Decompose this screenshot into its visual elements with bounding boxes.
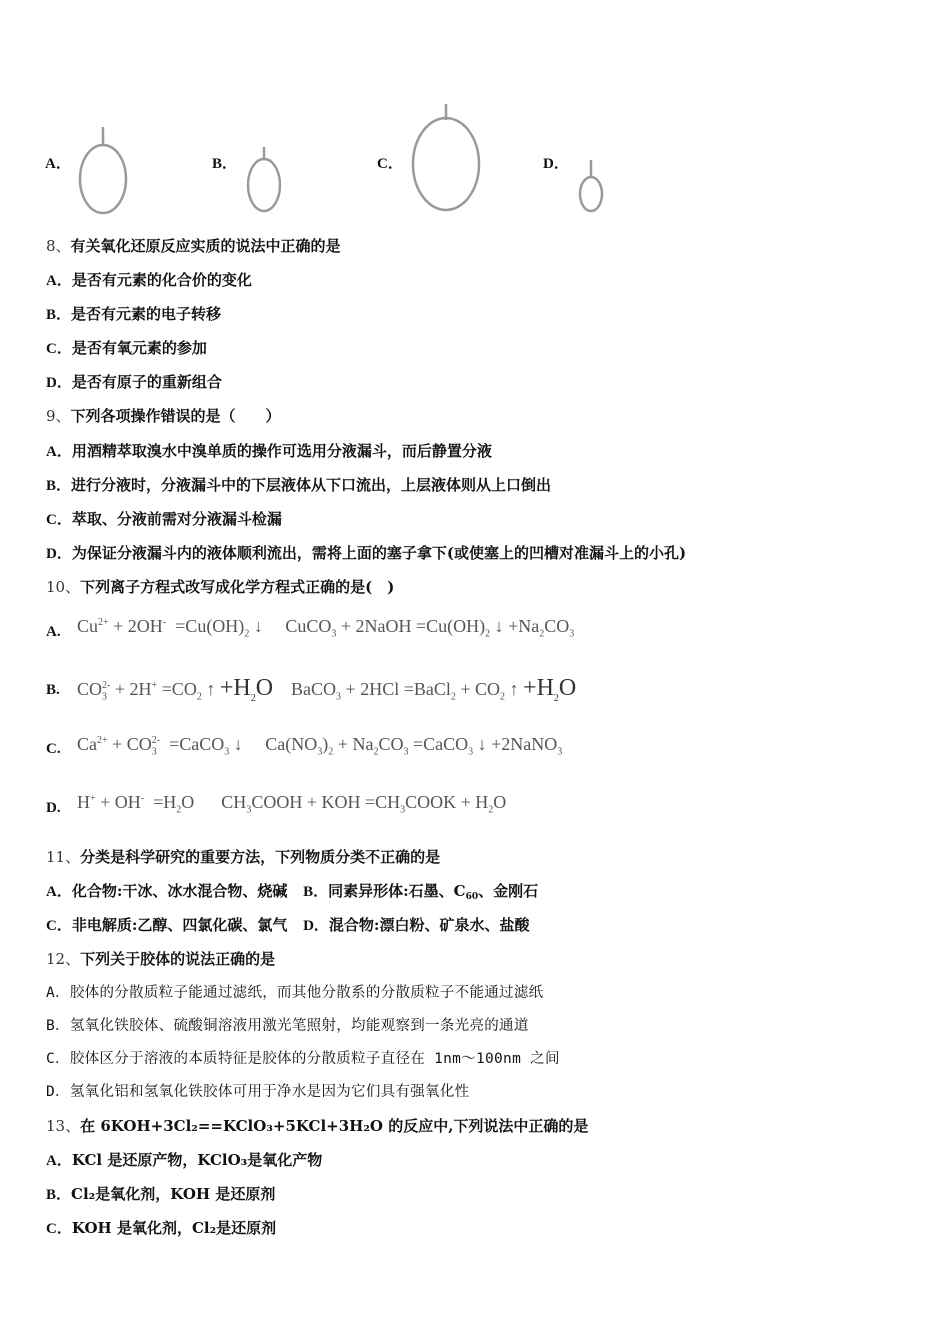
- loop-figure-d-icon: [575, 158, 607, 216]
- q9-option-d: D．为保证分液漏斗内的液体顺利流出，需将上面的塞子拿下(或使塞上的凹槽对准漏斗上的小孔): [46, 544, 687, 562]
- question-12-stem: 12、下列关于胶体的说法正确的是: [46, 950, 276, 968]
- q10-option-c-label: C.: [46, 741, 61, 757]
- question-9-stem: 9、下列各项操作错误的是（ ）: [46, 407, 281, 425]
- q9-option-b: B．进行分液时，分液漏斗中的下层液体从下口流出，上层液体则从上口倒出: [46, 476, 552, 494]
- q13-option-c: C．KOH 是氧化剂，Cl₂是还原剂: [46, 1219, 277, 1237]
- q10-option-c-equations: $Ca^{2+} + CO_3^{2-}$ =CaCO$_3$ ↓ $Ca(NO_3)_2 + Na_2CO_3$ =CaCO$_3$ ↓ +2NaNO$_3$: [77, 734, 563, 758]
- q10-option-d-label: D.: [46, 800, 61, 816]
- q7-option-a-label: A．: [45, 156, 71, 172]
- q10-option-a-label: A.: [46, 624, 61, 640]
- loop-figure-a-icon: [75, 125, 135, 217]
- question-11-stem: 11、分类是科学研究的重要方法，下列物质分类不正确的是: [46, 848, 441, 866]
- q12-option-b: B．氢氧化铁胶体、硫酸铜溶液用激光笔照射，均能观察到一条光亮的通道: [46, 1018, 529, 1034]
- loop-figure-b-icon: [242, 145, 287, 217]
- q11-options-ab: A．化合物:干冰、冰水混合物、烧碱 B．同素异形体:石墨、$C_{60}$、金刚石: [46, 882, 539, 902]
- q9-option-a: A．用酒精萃取溴水中溴单质的操作可选用分液漏斗，而后静置分液: [46, 442, 492, 460]
- q7-option-c-label: C．: [377, 156, 403, 172]
- q10-option-a-equations: $Cu^{2+} + 2OH^- =Cu(OH)_2$ ↓ CuCO$_3$ + 2NaOH $=Cu(OH)_2$ ↓ $+Na_2CO_3$: [77, 616, 575, 640]
- loop-figure-c-icon: [408, 102, 486, 217]
- q13-equation: 6KOH+3Cl₂==KClO₃+5KCl+3H₂O: [100, 1117, 383, 1135]
- q8-option-c: C．是否有氧元素的参加: [46, 339, 207, 357]
- q11-options-cd: C．非电解质:乙醇、四氯化碳、氯气 D．混合物:漂白粉、矿泉水、盐酸: [46, 916, 530, 934]
- q12-option-a: A．胶体的分散质粒子能通过滤纸，而其他分散系的分散质粒子不能通过滤纸: [46, 985, 544, 1001]
- question-10-stem: 10、下列离子方程式改写成化学方程式正确的是( ): [46, 578, 395, 596]
- q8-option-b: B．是否有元素的电子转移: [46, 305, 222, 323]
- q8-option-d: D．是否有原子的重新组合: [46, 373, 222, 391]
- q12-option-c: C．胶体区分于溶液的本质特征是胶体的分散质粒子直径在 1nm～100nm 之间: [46, 1051, 560, 1067]
- q10-option-b-equations: $CO_3^{2-} + 2H^+ =CO_2$ ↑ $+H_2O$ BaCO$_3$ + 2HCl =BaCl$_2$ + $CO_2$ ↑ $+H_2O$: [77, 675, 577, 704]
- q8-option-a: A．是否有元素的化合价的变化: [46, 271, 252, 289]
- q13-option-a: A．KCl 是还原产物，KClO₃是氧化产物: [46, 1151, 323, 1169]
- q10-option-d-equations: $H^+ + OH^- =H_2O$ $CH_3COOH$ + KOH $=CH_3COOK + H_2O$: [77, 792, 507, 816]
- q12-option-d: D．氢氧化铝和氢氧化铁胶体可用于净水是因为它们具有强氧化性: [46, 1084, 470, 1100]
- q13-option-b: B．Cl₂是氧化剂，KOH 是还原剂: [46, 1185, 276, 1203]
- question-13-stem: 13、在 6KOH+3Cl₂==KClO₃+5KCl+3H₂O 的反应中,下列说法中正确的是: [46, 1117, 589, 1135]
- q9-option-c: C．萃取、分液前需对分液漏斗检漏: [46, 510, 282, 528]
- q10-option-b-label: B.: [46, 682, 60, 698]
- question-8-stem: 8、有关氧化还原反应实质的说法中正确的是: [46, 237, 341, 255]
- q7-option-b-label: B．: [212, 156, 238, 172]
- q7-option-d-label: D．: [543, 156, 569, 172]
